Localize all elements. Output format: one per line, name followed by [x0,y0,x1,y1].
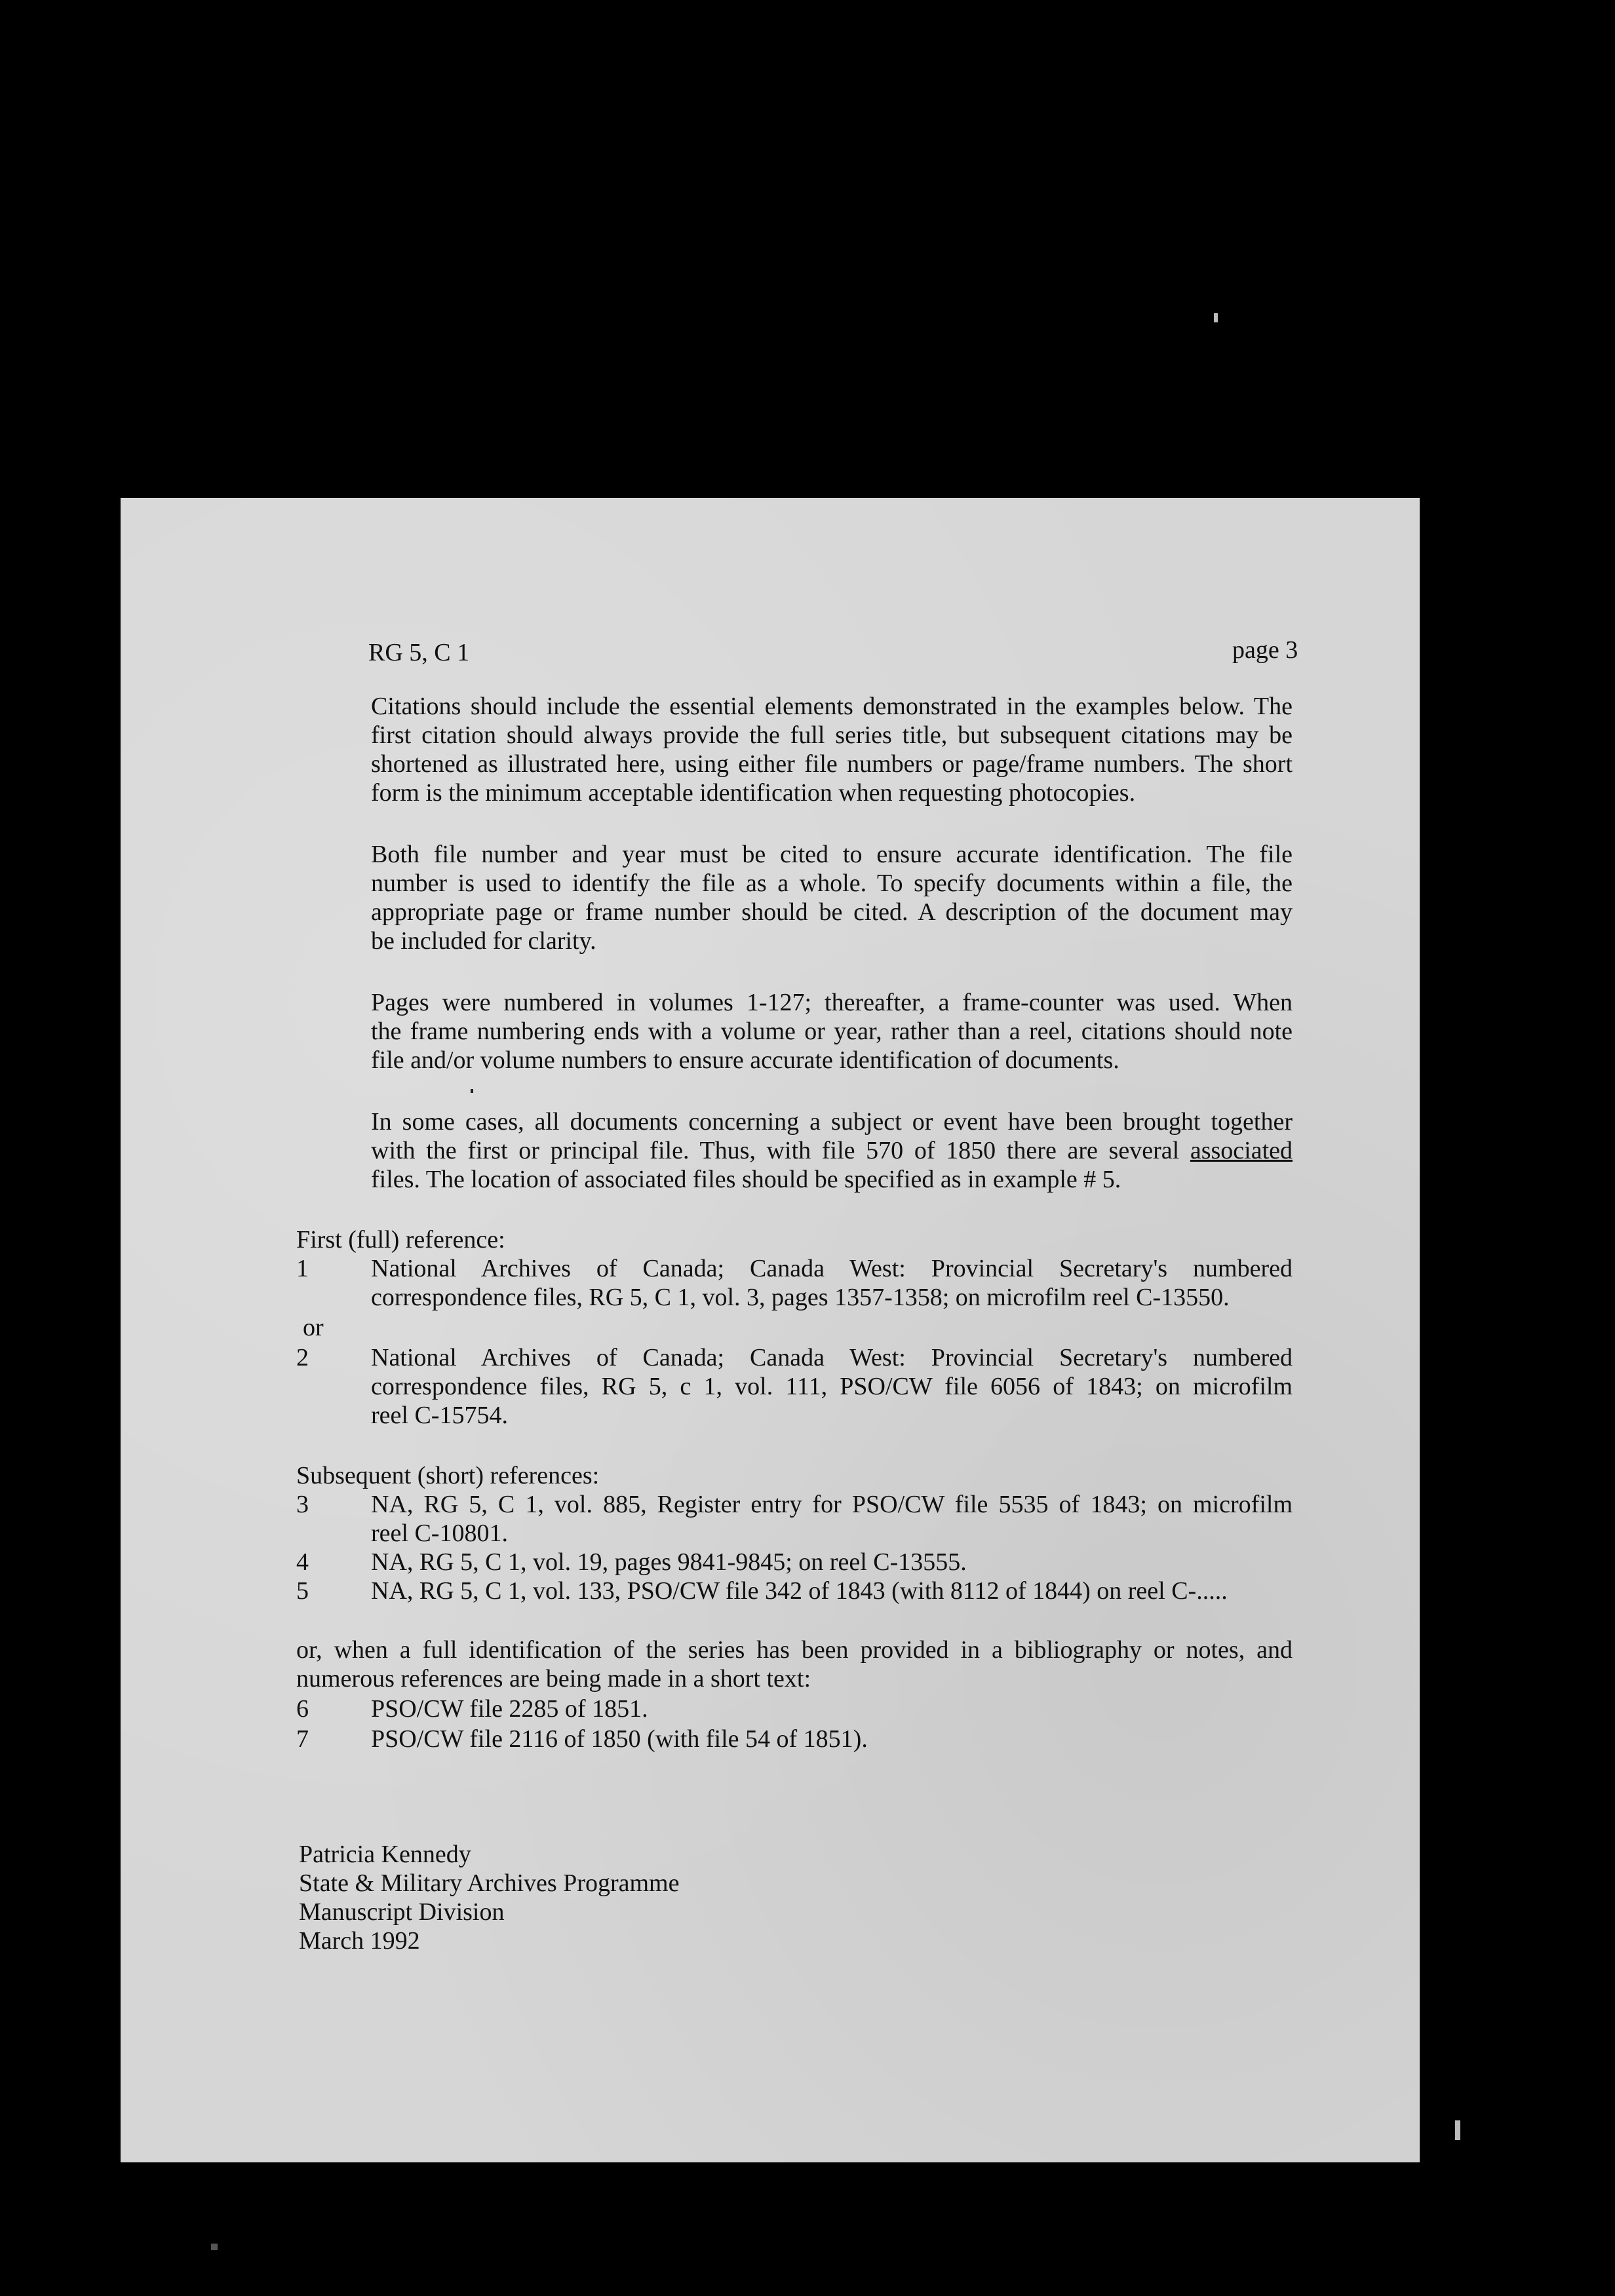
scan-speck [1214,313,1218,322]
text-line: shortened as illustrated here, using either file numbers or page/frame numbers. The short [371,750,1293,778]
text-line: NA, RG 5, C 1, vol. 133, PSO/CW file 342 of 1843 (with 8112 of 1844) on reel C-..... [371,1577,1228,1605]
text-line: correspondence files, RG 5, c 1, vol. 111, PSO/CW file 6056 of 1843; on microfilm [371,1373,1293,1400]
scan-speck [211,2244,218,2250]
reference-number: 1 [296,1255,309,1282]
reference-text [371,1254,1293,1312]
text-line: reel C-15754. [371,1402,508,1429]
reference-number: 4 [296,1548,309,1576]
reference-text [371,1577,1293,1605]
paragraph-file-number [371,840,1293,955]
reference-text [371,1694,1293,1723]
text-segment: with the first or principal file. Thus, with file 570 of 1850 there are several [371,1137,1180,1164]
author-division: Manuscript Division [299,1898,505,1926]
subsequent-reference-heading: Subsequent (short) references: [296,1462,600,1489]
or-label: or [303,1314,324,1341]
reference-text [371,1343,1293,1430]
text-line: reel C-10801. [371,1520,508,1547]
reference-number: 6 [296,1695,309,1723]
author-name: Patricia Kennedy [299,1841,471,1868]
text-line: number is used to identify the file as a whole. To specify documents within a file, the [371,870,1293,897]
text-line: PSO/CW file 2116 of 1850 (with file 54 of 1851). [371,1725,868,1753]
reference-number: 7 [296,1725,309,1753]
paragraph-page-numbering [371,988,1293,1075]
underlined-word: associated [1190,1137,1293,1164]
text-line: NA, RG 5, C 1, vol. 19, pages 9841-9845; on reel C-13555. [371,1548,967,1576]
text-line: files. The location of associated files should be specified as in example # 5. [371,1166,1121,1193]
text-line: file and/or volume numbers to ensure accurate identification of documents. [371,1046,1119,1074]
paragraph-associated-files [371,1107,1293,1194]
signature-block [299,1840,679,1955]
text-line-with-underline [371,1136,1293,1165]
text-line: NA, RG 5, C 1, vol. 885, Register entry for PSO/CW file 5535 of 1843; on microfilm [371,1491,1293,1518]
text-line: Pages were numbered in volumes 1-127; thereafter, a frame-counter was used. When [371,989,1293,1016]
text-line: correspondence files, RG 5, C 1, vol. 3, pages 1357-1358; on microfilm reel C-13550. [371,1284,1230,1311]
text-line: form is the minimum acceptable identification when requesting photocopies. [371,779,1136,807]
text-line: Citations should include the essential elements demonstrated in the examples below. The [371,693,1293,720]
scan-speck [471,1089,473,1093]
reference-number: 5 [296,1577,309,1605]
paragraph-citations [371,692,1293,807]
reference-text [371,1490,1293,1548]
text-line: PSO/CW file 2285 of 1851. [371,1695,648,1723]
text-line: National Archives of Canada; Canada West: Provincial Secretary's numbered [371,1344,1293,1371]
text-line: Both file number and year must be cited to ensure accurate identification. The file [371,841,1293,868]
text-line: be included for clarity. [371,927,596,955]
reference-text [371,1725,1293,1753]
reference-number: 3 [296,1491,309,1518]
text-line: appropriate page or frame number should be cited. A description of the document may [371,898,1293,926]
document-date: March 1992 [299,1927,420,1955]
text-line: numerous references are being made in a short text: [296,1665,811,1693]
reference-text [371,1548,1293,1577]
text-line: In some cases, all documents concerning a subject or event have been brought together [371,1108,1293,1136]
text-line: National Archives of Canada; Canada West: Provincial Secretary's numbered [371,1255,1293,1282]
author-programme: State & Military Archives Programme [299,1869,680,1897]
text-line: the frame numbering ends with a volume or year, rather than a reel, citations should note [371,1018,1293,1045]
series-reference-header: RG 5, C 1 [368,639,470,666]
scan-speck [1455,2120,1460,2140]
page-number: page 3 [1232,636,1298,664]
text-line: first citation should always provide the full series title, but subsequent citations may be [371,721,1293,749]
first-reference-heading: First (full) reference: [296,1226,505,1253]
short-text-intro [296,1636,1293,1693]
reference-number: 2 [296,1344,309,1371]
text-line: or, when a full identification of the series has been provided in a bibliography or notes, and [296,1636,1293,1664]
